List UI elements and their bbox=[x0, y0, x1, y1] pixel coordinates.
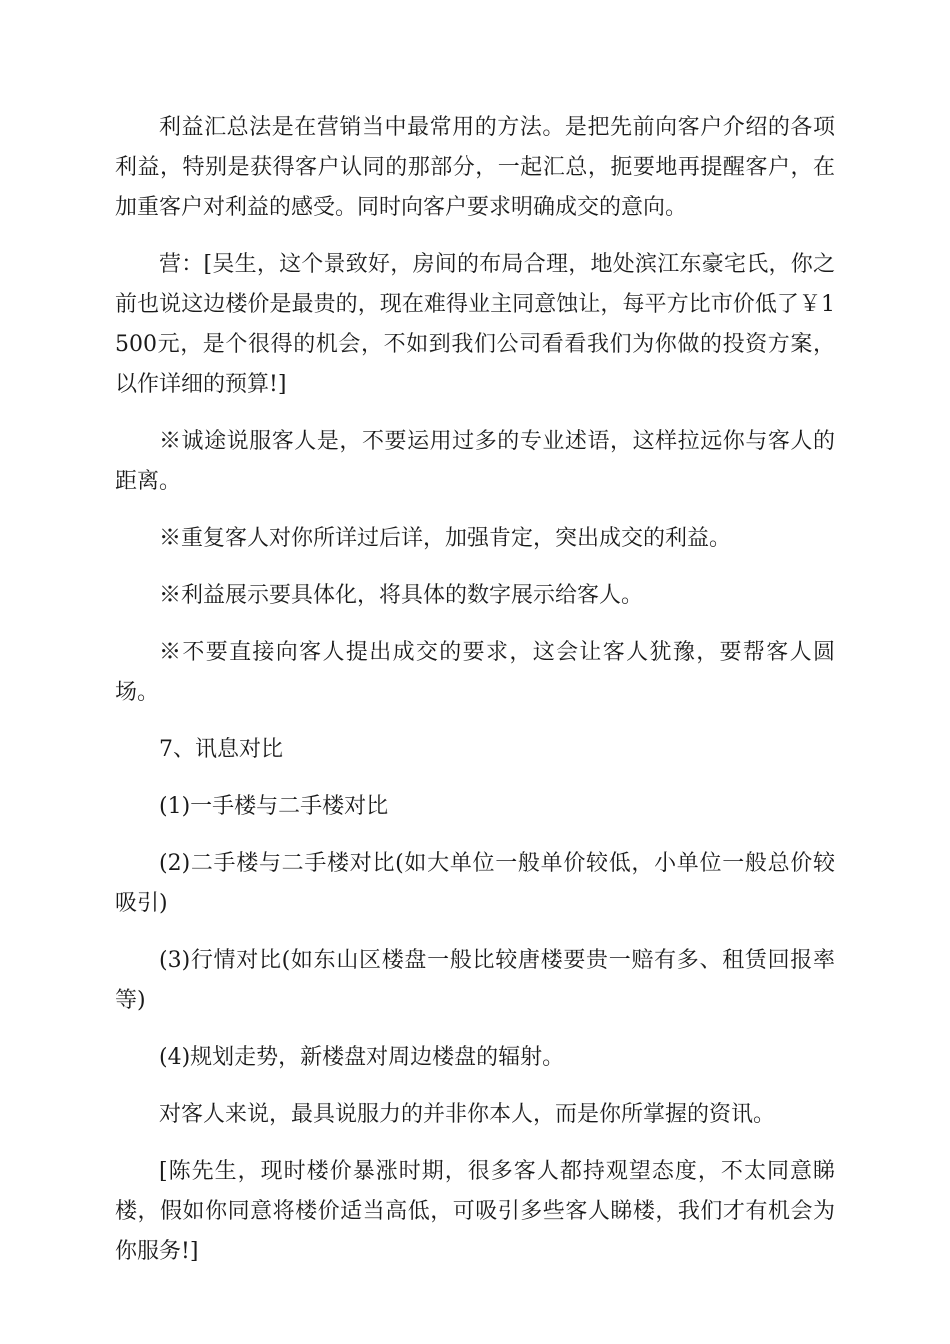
paragraph-sales-dialogue: 营：[吴生，这个景致好，房间的布局合理，地处滨江东豪宅氏，你之前也说这边楼价是最贵的，现在难得业主同意蚀让，每平方比市价低了￥1500元，是个很得的机会，不如到我们公司看看我们为你做的投资方案，以作详细的预算!] bbox=[115, 252, 835, 397]
list-item-comparison-3: (3)行情对比(如东山区楼盘一般比较唐楼要贵一赔有多、租赁回报率等) bbox=[115, 948, 835, 1013]
paragraph-tip-repeat: ※重复客人对你所详过后详，加强肯定，突出成交的利益。 bbox=[159, 526, 732, 551]
paragraph-chen-dialogue: [陈先生，现时楼价暴涨时期，很多客人都持观望态度，不太同意睇楼，假如你同意将楼价适当高低，可吸引多些客人睇楼，我们才有机会为你服务!] bbox=[115, 1159, 835, 1264]
paragraph-benefit-summary: 利益汇总法是在营销当中最常用的方法。是把先前向客户介绍的各项利益，特别是获得客户认同的那部分，一起汇总，扼要地再提醒客户，在加重客户对利益的感受。同时向客户要求明确成交的意向。 bbox=[115, 115, 835, 220]
paragraph-tip-concrete: ※利益展示要具体化，将具体的数字展示给客人。 bbox=[159, 583, 644, 608]
list-item-comparison-2: (2)二手楼与二手楼对比(如大单位一般单价较低，小单位一般总价较吸引) bbox=[115, 851, 835, 916]
list-item-comparison-4: (4)规划走势，新楼盘对周边楼盘的辐射。 bbox=[159, 1045, 565, 1070]
list-item-comparison-1: (1)一手楼与二手楼对比 bbox=[159, 794, 389, 819]
paragraph-tip-no-direct-ask: ※不要直接向客人提出成交的要求，这会让客人犹豫，要帮客人圆场。 bbox=[115, 640, 835, 705]
paragraph-persuasion-info: 对客人来说，最具说服力的并非你本人，而是你所掌握的资讯。 bbox=[159, 1102, 776, 1127]
document-body bbox=[115, 108, 835, 1289]
paragraph-tip-jargon: ※诚途说服客人是，不要运用过多的专业述语，这样拉远你与客人的距离。 bbox=[115, 429, 835, 494]
section-heading-info-comparison: 7、讯息对比 bbox=[159, 737, 283, 762]
